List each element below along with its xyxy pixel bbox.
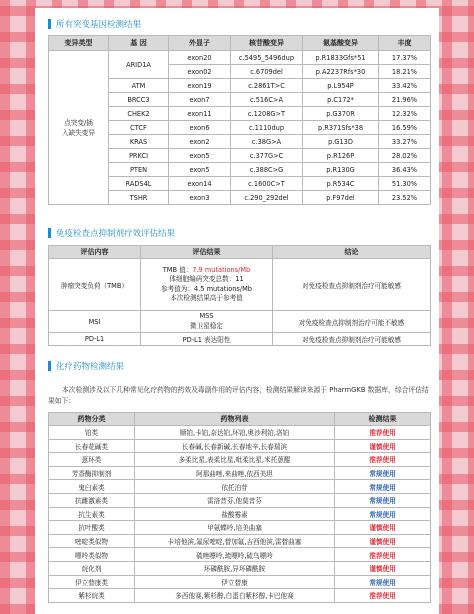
aa-cell: p.F97del (303, 191, 379, 205)
immuno-title-text: 免疫检查点抑制剂疗效评估结果 (56, 229, 176, 239)
variant-type-line1: 点突变/插 (64, 118, 93, 127)
tmb-ref-line (142, 285, 271, 295)
aa-cell: p.A2237Rfs*30 (303, 65, 379, 79)
drug-list-cell: 硫唑嘌呤,巯嘌呤,硫鸟嘌呤 (135, 548, 335, 562)
header-conclusion: 结论 (273, 246, 431, 259)
nt-cell: c.1110dup (231, 121, 303, 135)
drug-class-cell: 抗雌激素类 (49, 493, 135, 507)
test-result-cell: 谨慎使用 (335, 521, 431, 535)
msi-label: MSI (49, 311, 141, 333)
tmb-label: 肿瘤突变负荷（TMB） (49, 259, 141, 311)
nt-cell: c.38G>A (231, 135, 303, 149)
drug-list-cell: 多西他赛,紫杉醇,白蛋白紫杉醇,卡巴他赛 (135, 589, 335, 603)
exon-cell: exon02 (169, 65, 231, 79)
chemo-row (49, 453, 431, 467)
freq-cell: 33.42% (379, 79, 431, 93)
exon-cell: exon3 (169, 191, 231, 205)
header-gene: 基 因 (109, 36, 169, 51)
header-result: 评估结果 (141, 246, 273, 259)
tmb-result (141, 259, 273, 311)
exon-cell: exon7 (169, 93, 231, 107)
msi-conclusion: 对免疫检查点抑制剂治疗可能不敏感 (273, 311, 431, 333)
drug-list-cell: 环磷酰胺,异环磷酰胺 (135, 561, 335, 575)
chemo-description (48, 385, 430, 407)
header-drug-list: 药物列表 (135, 413, 335, 426)
exon-cell: exon11 (169, 107, 231, 121)
mutation-row (49, 51, 431, 65)
header-variant-type: 变异类型 (49, 36, 109, 51)
test-result-cell: 推荐使用 (335, 589, 431, 603)
drug-class-cell: 烷化剂 (49, 561, 135, 575)
variant-type-cell (49, 51, 109, 205)
chemo-row (49, 507, 431, 521)
test-result-cell: 常规使用 (335, 480, 431, 494)
freq-cell: 36.43% (379, 163, 431, 177)
drug-list-cell: 卡培他滨,氟尿嘧啶,替加氟,吉西他滨,雷替曲塞 (135, 534, 335, 548)
chemo-row (49, 521, 431, 535)
drug-list-cell: 顺铂,卡铂,奈达铂,环铂,奥沙利铂,洛铂 (135, 426, 335, 440)
freq-cell: 51.30% (379, 177, 431, 191)
drug-class-cell: 长春花碱类 (49, 439, 135, 453)
aa-cell: p.R126P (303, 149, 379, 163)
immuno-section-title (48, 227, 175, 239)
exon-cell: exon2 (169, 135, 231, 149)
gene-cell: KRAS (109, 135, 169, 149)
test-result-cell: 推荐使用 (335, 426, 431, 440)
freq-cell: 16.59% (379, 121, 431, 135)
chemo-row (49, 548, 431, 562)
gene-cell: ATM (109, 79, 169, 93)
drug-list-cell: 雷洛昔芬,他莫昔芬 (135, 493, 335, 507)
chemo-row (49, 534, 431, 548)
pdl1-conclusion: 对免疫检查点抑制剂治疗可能敏感 (273, 333, 431, 346)
aa-cell: p.R1833Gfs*51 (303, 51, 379, 65)
variant-type-line2: 入缺失变异 (62, 128, 95, 137)
test-result-cell: 常规使用 (335, 493, 431, 507)
exon-cell: exon19 (169, 79, 231, 93)
exon-cell: exon5 (169, 149, 231, 163)
exon-cell: exon5 (169, 163, 231, 177)
chemo-table (48, 412, 431, 603)
nt-cell: c.290_292del (231, 191, 303, 205)
section-marker (48, 19, 51, 29)
exon-cell: exon6 (169, 121, 231, 135)
nt-cell: c.1208G>T (231, 107, 303, 121)
pdl1-label: PD-L1 (49, 333, 141, 346)
test-result-cell: 常规使用 (335, 507, 431, 521)
msi-status-cn: 微卫星稳定 (190, 321, 223, 330)
chemo-title-text: 化疗药物检测结果 (56, 362, 125, 372)
tmb-value-line (142, 266, 271, 276)
drug-list-cell: 盐酸霉素 (135, 507, 335, 521)
mutation-table (48, 35, 431, 205)
immuno-header-row (49, 246, 431, 259)
mutation-section-title (48, 18, 141, 30)
drug-list-cell: 阿那曲唑,来曲唑,依西美坦 (135, 466, 335, 480)
test-result-cell: 谨慎使用 (335, 561, 431, 575)
msi-result (141, 311, 273, 333)
mutation-title-text: 所有突变基因检测结果 (56, 20, 142, 30)
aa-cell: p.G370R (303, 107, 379, 121)
pdl1-result: PD-L1 表达阳性 (141, 333, 273, 346)
gene-cell: RADS4L (109, 177, 169, 191)
drug-list-cell: 多柔比星,表柔比星,吡柔比星,米托蒽醌 (135, 453, 335, 467)
tmb-ref-value: 4.5 mutations/Mb (193, 284, 252, 293)
freq-cell: 23.52% (379, 191, 431, 205)
freq-cell: 12.32% (379, 107, 431, 121)
drug-list-cell: 依托泊苷 (135, 480, 335, 494)
drug-class-cell: 鬼臼素类 (49, 480, 135, 494)
gene-cell: CHEK2 (109, 107, 169, 121)
gene-cell: CTCF (109, 121, 169, 135)
test-result-cell: 常规使用 (335, 466, 431, 480)
gene-cell: TSHR (109, 191, 169, 205)
header-content: 评估内容 (49, 246, 141, 259)
aa-cell: p.R371Sfs*38 (303, 121, 379, 135)
tmb-ref-label: 参考值为： (161, 284, 194, 293)
chemo-section-title (48, 360, 124, 372)
immuno-table (48, 245, 431, 346)
drug-class-cell: 铂类 (49, 426, 135, 440)
tmb-count-line: 体细胞编码突变总数：11 (169, 275, 244, 283)
mutation-header-row (49, 36, 431, 51)
section-marker (48, 361, 51, 371)
gene-cell: PRKCI (109, 149, 169, 163)
pdl1-row (49, 333, 431, 346)
exon-cell: exon14 (169, 177, 231, 191)
nt-cell: c.377G>C (231, 149, 303, 163)
aa-cell: p.L954P (303, 79, 379, 93)
nt-cell: c.516C>A (231, 93, 303, 107)
chemo-row (49, 575, 431, 589)
aa-cell: p.C172* (303, 93, 379, 107)
test-result-cell: 常规使用 (335, 575, 431, 589)
exon-cell: exon20 (169, 51, 231, 65)
aa-cell: p.R130G (303, 163, 379, 177)
nt-cell: c.5495_5496dup (231, 51, 303, 65)
header-frequency: 丰度 (379, 36, 431, 51)
gene-cell: PTEN (109, 163, 169, 177)
tmb-conclusion: 对免疫检查点抑制剂治疗可能敏感 (273, 259, 431, 311)
header-nucleotide: 核苷酸变异 (231, 36, 303, 51)
drug-list-cell: 甲氨蝶呤,培美曲塞 (135, 521, 335, 535)
header-amino-acid: 氨基酸变异 (303, 36, 379, 51)
chemo-header-row (49, 413, 431, 426)
nt-cell: c.6709del (231, 65, 303, 79)
tmb-row (49, 259, 431, 311)
header-test-result: 检测结果 (335, 413, 431, 426)
freq-cell: 18.21% (379, 65, 431, 79)
chemo-row (49, 561, 431, 575)
chemo-row (49, 439, 431, 453)
chemo-row (49, 480, 431, 494)
gene-cell: ARID1A (109, 51, 169, 79)
freq-cell: 21.96% (379, 93, 431, 107)
header-exon: 外显子 (169, 36, 231, 51)
chemo-row (49, 493, 431, 507)
drug-class-cell: 抗生素类 (49, 507, 135, 521)
freq-cell: 28.02% (379, 149, 431, 163)
drug-class-cell: 嘧啶类似物 (49, 534, 135, 548)
chemo-row (49, 589, 431, 603)
section-marker (48, 228, 51, 238)
test-result-cell: 谨慎使用 (335, 439, 431, 453)
chemo-row (49, 426, 431, 440)
drug-list-cell: 伊立替康 (135, 575, 335, 589)
tmb-value: 7.9 mutations/Mb (192, 265, 251, 274)
chemo-row (49, 466, 431, 480)
report-page (35, 8, 439, 614)
tmb-summary-line: 本次检测结果高于参考值 (170, 294, 243, 302)
aa-cell: p.G13D (303, 135, 379, 149)
drug-list-cell: 长春碱,长春新碱,长春地辛,长春瑞滨 (135, 439, 335, 453)
drug-class-cell: 紫杉烷类 (49, 589, 135, 603)
test-result-cell: 推荐使用 (335, 548, 431, 562)
header-drug-class: 药物分类 (49, 413, 135, 426)
freq-cell: 33.27% (379, 135, 431, 149)
nt-cell: c.1600C>T (231, 177, 303, 191)
nt-cell: c.388C>G (231, 163, 303, 177)
drug-class-cell: 抗叶酸类 (49, 521, 135, 535)
msi-row (49, 311, 431, 333)
chemo-description-text: 本次检测涉及以下几种常见化疗药物的药效及毒副作用的评估内容，检测结果解读来源于 PharmGKB 数据库，综合评估结果如下： (48, 386, 429, 405)
test-result-cell: 推荐使用 (335, 453, 431, 467)
freq-cell: 17.37% (379, 51, 431, 65)
drug-class-cell: 嘌呤类似物 (49, 548, 135, 562)
gene-cell: BRCC3 (109, 93, 169, 107)
drug-class-cell: 芳香酶抑制剂 (49, 466, 135, 480)
aa-cell: p.R534C (303, 177, 379, 191)
tmb-value-prefix: TMB 值： (162, 265, 193, 274)
nt-cell: c.2861T>C (231, 79, 303, 93)
drug-class-cell: 蒽环类 (49, 453, 135, 467)
drug-class-cell: 伊立替康类 (49, 575, 135, 589)
msi-status: MSS (199, 312, 214, 320)
test-result-cell: 谨慎使用 (335, 534, 431, 548)
